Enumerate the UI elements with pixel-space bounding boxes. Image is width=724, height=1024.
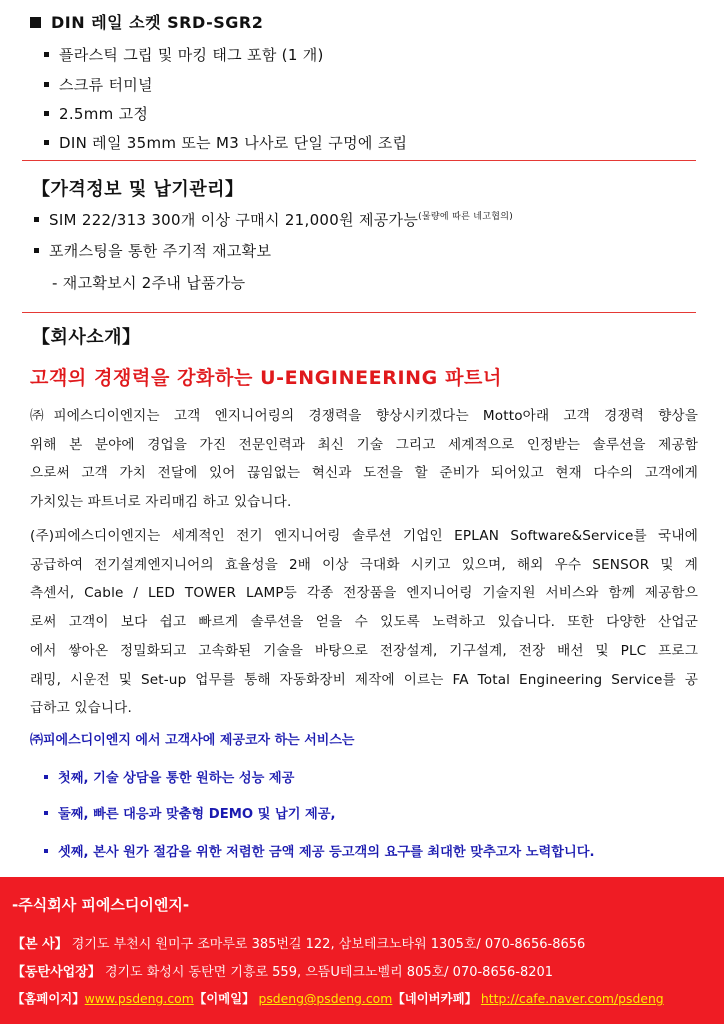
- naver-cafe-link[interactable]: http://cafe.naver.com/psdeng: [480, 991, 664, 1006]
- company-paragraph-2: (주)피에스디이엔지는 세계적인 전기 엔지니어링 솔루션 기업인 EPLAN Software&Service를 국내에 공급하여 전기설계엔지니어의 효율성을 2배 이상 극대화 시키고 있으며, 해외 우수 SENSOR 및 계 측센서, Cable / LED TOWER LAMP등 각종 전장품을 엔지니어링 기술지원 서비스와 함께 제공함으 로써 고객이 보다 쉽고 빠르게 솔루션을 얻을 수 있도록 노력하고 있습니다. 또한 다양한 산업군 에서 쌓아온 정밀화되고 고속화된 기술을 바탕으로 전장설계, 기구설계, 전장 배선 및 PLC 프로그 래밍, 시운전 및 Set-up 업무를 통해 자동화장비 제작에 이르는 FA Total Engineering Service를 공 급하고 있습니다.: [30, 528, 698, 717]
- pricing-item: SIM 222/313 300개 이상 구매시 21,000원 제공가능$^{(물량에 따른 네고협의)}$: [34, 209, 513, 230]
- footer-company-name: -주식회사 피에스디이엔지-: [12, 896, 190, 914]
- square-bullet-icon: [30, 17, 41, 28]
- bullet-icon: [44, 775, 48, 779]
- bullet-icon: [44, 82, 49, 87]
- company-title: 【회사소개】: [32, 327, 141, 348]
- feature-item: 플라스틱 그립 및 마킹 태그 포함 (1 개): [44, 44, 324, 65]
- feature-item: 2.5mm 고정: [44, 103, 148, 124]
- bullet-icon: [44, 52, 49, 57]
- bullet-icon: [34, 248, 39, 253]
- contact-footer: [0, 877, 724, 1024]
- bullet-icon: [44, 849, 48, 853]
- section-divider: [22, 160, 696, 161]
- email-link[interactable]: psdeng@psdeng.com: [258, 991, 393, 1006]
- pricing-subitem: - 재고확보시 2주내 납품가능: [52, 274, 246, 292]
- pricing-title: 【가격정보 및 납기관리】: [32, 179, 244, 200]
- section-divider: [22, 312, 696, 313]
- pricing-note: (물량에 따른 네고협의): [418, 212, 514, 222]
- company-tagline: 고객의 경쟁력을 강화하는 U-ENGINEERING 파트너: [30, 367, 502, 389]
- bullet-icon: [34, 217, 39, 222]
- feature-item: DIN 레일 35mm 또는 M3 나사로 단일 구멍에 조립: [44, 132, 407, 153]
- company-paragraph-1: ㈜피에스디이엔지는 고객 엔지니어링의 경쟁력을 향상시키겠다는 Motto아래 고객 경쟁력 향상을 위해 본 분야에 경업을 가진 전문인력과 최신 기술 그리고 세계적으로 인정받는 솔루션을 제공함 으로써 고객 가치 전달에 있어 끊임없는 혁신과 도전을 할 준비가 되어있고 현재 다수의 고객에게 가치있는 파트너로 자리매김 하고 있습니다.: [30, 408, 698, 511]
- footer-links: 【홈페이지】www.psdeng.com【이메일】 psdeng@psdeng.com【네이버카페】 http://cafe.naver.com/psdeng: [12, 991, 664, 1006]
- service-item: 셋째, 본사 원가 절감을 위한 저렴한 금액 제공 등고객의 요구를 최대한 맞추고자 노력합니다.: [44, 841, 594, 860]
- services-heading: ㈜피에스디이엔지 에서 고객사에 제공코자 하는 서비스는: [30, 733, 355, 748]
- service-item: 첫째, 기술 상담을 통한 원하는 성능 제공: [44, 767, 294, 786]
- footer-hq: 【본 사】 경기도 부천시 원미구 조마루로 385번길 122, 삼보테크노타워 1305호/ 070-8656-8656: [12, 937, 586, 952]
- footer-branch: 【동탄사업장】 경기도 화성시 동탄면 기흥로 559, 으뜸U테크노벨리 805호/ 070-8656-8201: [12, 965, 554, 980]
- service-item: 둘째, 빠른 대응과 맞춤형 DEMO 및 납기 제공,: [44, 803, 336, 822]
- bullet-icon: [44, 811, 48, 815]
- pricing-item: 포캐스팅을 통한 주기적 재고확보: [34, 240, 271, 261]
- feature-item: 스크류 터미널: [44, 74, 153, 95]
- bullet-icon: [44, 140, 49, 145]
- bullet-icon: [44, 111, 49, 116]
- homepage-link[interactable]: www.psdeng.com: [84, 991, 194, 1006]
- product-title: DIN 레일 소켓 SRD-SGR2: [30, 10, 263, 33]
